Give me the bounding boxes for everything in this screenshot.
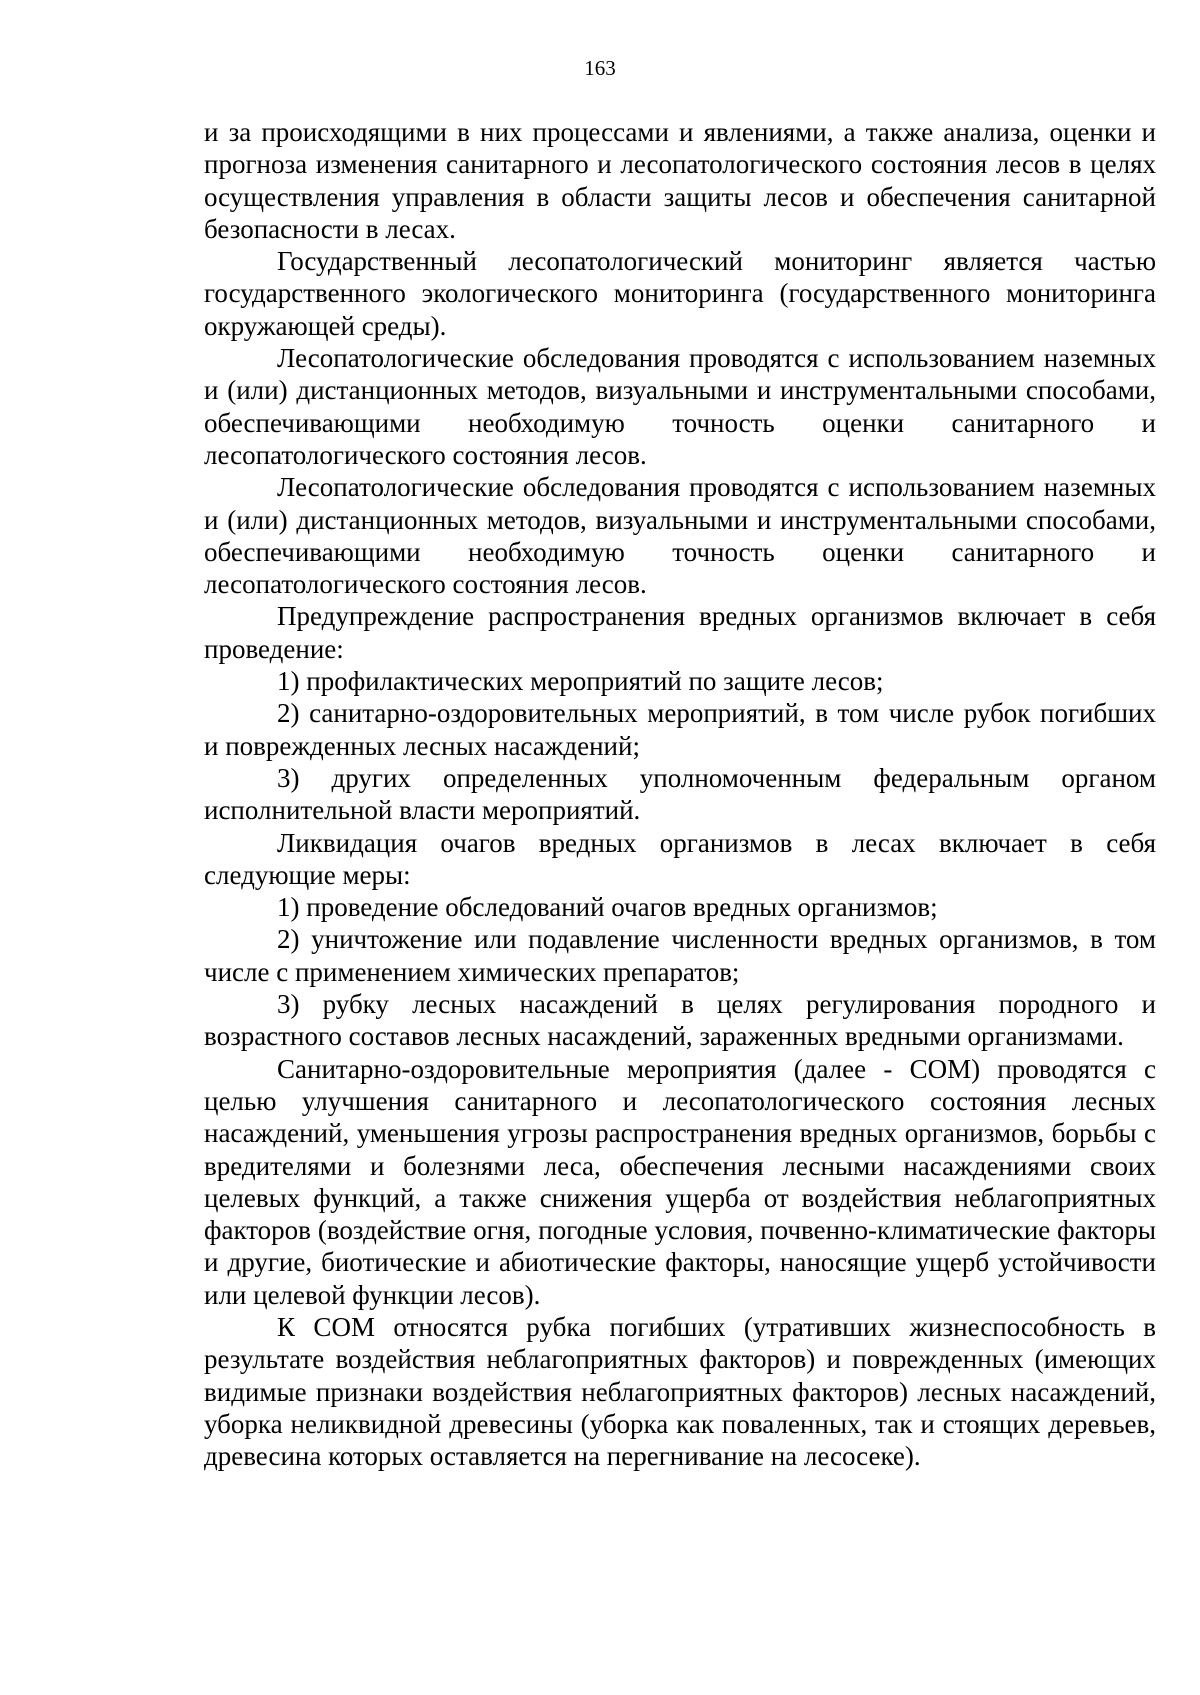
document-body [204,116,1156,1472]
list-item-prevention-2: 2) санитарно-оздоровительных мероприятий, в том числе рубок погибших и поврежденных лесных насаждений; [204,698,1156,761]
paragraph-monitoring: Государственный лесопатологический мониторинг является частью государственного экологического мониторинга (государственного мониторинга окружающей среды). [204,246,1156,341]
paragraph-liquidation-intro: Ликвидация очагов вредных организмов в лесах включает в себя следующие меры: [204,827,1156,890]
paragraph-surveys-1: Лесопатологические обследования проводятся с использованием наземных и (или) дистанционных методов, визуальными и инструментальными способами, обеспечивающими необходимую точность оценки санитарного и лесопатологического состояния лесов. [204,343,1156,470]
paragraph-som-includes: К СОМ относятся рубка погибших (утративших жизнеспособность в результате воздействия неблагоприятных факторов) и поврежденных (имеющих видимые признаки воздействия неблагоприятных факторов) лесных насаждений, уборка неликвидной древесины (уборка как поваленных, так и стоящих деревьев, древесина которых оставляется на перегнивание на лесосеке). [204,1311,1156,1472]
page-number: 163 [584,56,616,80]
paragraph-continuation: и за происходящими в них процессами и явлениями, а также анализа, оценки и прогноза изменения санитарного и лесопатологического состояния лесов в целях осуществления управления в области защиты лесов и обеспечения санитарной безопасности в лесах. [204,117,1156,244]
paragraph-surveys-2: Лесопатологические обследования проводятся с использованием наземных и (или) дистанционных методов, визуальными и инструментальными способами, обеспечивающими необходимую точность оценки санитарного и лесопатологического состояния лесов. [204,472,1156,600]
list-item-prevention-1: 1) профилактических мероприятий по защите лесов; [277,666,884,697]
list-item-prevention-3: 3) других определенных уполномоченным федеральным органом исполнительной власти мероприятий. [204,762,1156,826]
list-item-liquidation-1: 1) проведение обследований очагов вредных организмов; [277,892,938,923]
list-item-liquidation-2: 2) уничтожение или подавление численности вредных организмов, в том числе с применением химических препаратов; [204,924,1156,987]
paragraph-som-definition: Санитарно-оздоровительные мероприятия (далее - СОМ) проводятся с целью улучшения санитарного и лесопатологического состояния лесных насаждений, уменьшения угрозы распространения вредных организмов, борьбы с вредителями и болезнями леса, обеспечения лесными насаждениями своих целевых функций, а также снижения ущерба от воздействия неблагоприятных факторов (воздействие огня, погодные условия, почвенно-климатические факторы и другие, биотические и абиотические факторы, наносящие ущерб устойчивости или целевой функции лесов). [204,1053,1156,1310]
list-item-liquidation-3: 3) рубку лесных насаждений в целях регулирования породного и возрастного составов лесных насаждений, зараженных вредными организмами. [204,989,1156,1052]
paragraph-prevention-intro: Предупреждение распространения вредных организмов включает в себя проведение: [204,601,1156,664]
